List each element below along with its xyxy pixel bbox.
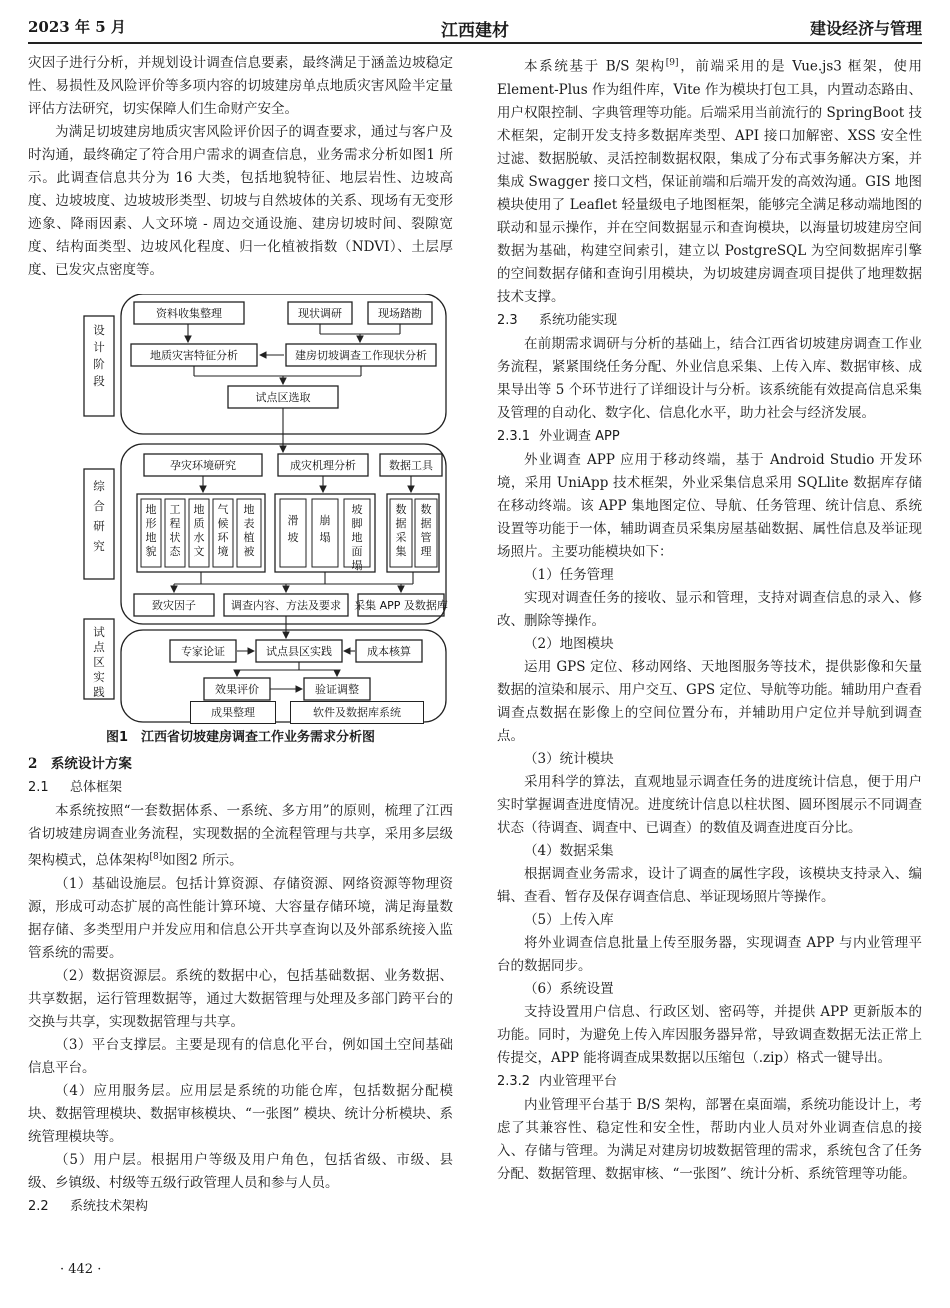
box-data-tools: 数据工具 — [389, 459, 433, 472]
header-date: 2023 年 5 月 — [28, 18, 126, 36]
left-column — [28, 52, 453, 1219]
left-p4: （1）基础设施层。包括计算资源、存储资源、网络资源等物理资源，形成可动态扩展的高性能计算环境、大容量存储环境，满足海量数据存储、多类型用户并发应用和信息公开共享查询以及外部系统接入监管系统的需要。 — [28, 875, 453, 961]
box-evaluation: 效果评价 — [215, 683, 259, 696]
module-map-title: （2）地图模块 — [524, 635, 614, 652]
section-2-1-title: 2.1 总体框架 — [28, 780, 123, 795]
box-verify-adjust: 验证调整 — [315, 683, 359, 696]
module-collect-text: 根据调查业务需求，设计了调查的属性字段，该模块支持录入、编辑、查看、暂存及保存调查信息、举证现场照片等操作。 — [497, 865, 922, 905]
box-status-survey: 现状调研 — [298, 307, 342, 320]
page-header — [28, 12, 922, 44]
box-survey-methods: 调查内容、方法及要求 — [231, 599, 341, 612]
box-app-database: 采集 APP 及数据库 — [354, 599, 448, 612]
vbox-ground-subsidence: 坡脚地面塌 — [351, 503, 363, 572]
figure-1 — [28, 294, 453, 724]
left-p8: （5）用户层。根据用户等级及用户角色，包括省级、市级、县级、乡镇级、村级等五级行政管理人员和参与人员。 — [28, 1151, 453, 1191]
box-software-db: 软件及数据库系统 — [290, 701, 424, 724]
section-2-2-title: 2.2 系统技术架构 — [28, 1198, 149, 1214]
vbox-hydrogeology: 地质水文 — [193, 503, 205, 558]
module-settings-title: （6）系统设置 — [524, 980, 614, 997]
box-site-visit: 现场踏勘 — [378, 307, 422, 320]
section-label-research: 综合研究 — [93, 479, 105, 553]
module-settings-text: 支持设置用户信息、行政区划、密码等，并提供 APP 更新版本的功能。同时，为避免上传入库因服务器异常，导致调查数据无法正常上传提交，APP 能将调查成果数据以压缩包（.zip）格式一键导出。 — [497, 1003, 922, 1066]
module-stats-title: （3）统计模块 — [524, 750, 614, 767]
vbox-data-collection: 数据采集 — [395, 503, 407, 558]
module-collect-title: （4）数据采集 — [524, 842, 614, 859]
box-hazard-analysis: 地质灾害特征分析 — [150, 349, 238, 362]
box-cost-accounting: 成本核算 — [367, 645, 411, 658]
right-p1: 本系统基于 B/S 架构[9]，前端采用的是 Vue.js3 框架，使用 Element-Plus 作为组件库，Vite 作为模块打包工具，内置动态路由、用户权限控制、字典管理等功能。后端采用当前流行的 SpringBoot 技术框架，定制开发支持多数据库类型、API 接口加解密、XSS 安全性过滤、数据脱敏、灵活控制数据权限，集成了分布式事务解决方案，并集成 Swagger 接口文档，保证前端和后端开发的高效沟通。GIS 地图模块使用了 Leaflet 轻量级电子地图框架，能够完全满足移动端地图的联动和显示操作，并在空间数据显示和查询模块，以海量切坡建房空间数据为基础，构建空间索引，建立以 PostgreSQL 为空间数据库引擎的空间数据存储和查询引用模块，为切坡建房调查项目提供了地理数据技术支撑。 — [497, 58, 922, 305]
left-p1: 灾因子进行分析，并规划设计调查信息要素，最终满足于涵盖边坡稳定性、易损性及风险评价等多项内容的切坡建房单点地质灾害风险半定量评估方法研究，切实保障人们生命财产安全。 — [28, 55, 453, 117]
section-2-title: 2 系统设计方案 — [28, 756, 132, 772]
box-county-practice: 试点县区实践 — [266, 645, 332, 658]
module-upload-text: 将外业调查信息批量上传至服务器，实现调查 APP 与内业管理平台的数据同步。 — [497, 934, 922, 974]
vbox-climate: 气候环境 — [217, 503, 229, 558]
left-p7: （4）应用服务层。应用层是系统的功能仓库，包括数据分配模块、数据管理模块、数据审核模块、“一张图” 模块、统计分析模块、系统管理模块等。 — [28, 1082, 453, 1145]
header-journal: 江西建材 — [441, 21, 509, 41]
left-p3: 本系统按照“一套数据体系、一系统、多方用”的原则，梳理了江西省切坡建房调查业务流程，实现数据的全流程管理与共享，采用多层级架构模式，总体架构[8]如图2 所示。 — [28, 803, 453, 869]
right-column — [497, 52, 922, 1186]
flow-diagram — [28, 294, 453, 724]
right-p3: 外业调查 APP 应用于移动终端，基于 Android Studio 开发环境，采用 UniApp 技术框架，外业采集信息采用 SQLlite 数据库存储在移动终端。该 APP 集地图定位、导航、任务管理、统计信息、系统设置等功能于一体，辅助调查员采集房屋基础数据、属性信息及举证现场照片。主要功能模块如下： — [497, 451, 922, 560]
section-label-design: 设计阶段 — [93, 323, 105, 388]
box-mechanism-analysis: 成灾机理分析 — [290, 459, 356, 472]
box-data-collection: 资料收集整理 — [156, 307, 222, 320]
module-upload-title: （5）上传入库 — [524, 911, 614, 928]
vbox-vegetation: 地表植被 — [243, 503, 255, 558]
vbox-engineering: 工程状态 — [169, 503, 181, 558]
left-p5: （2）数据资源层。系统的数据中心，包括基础数据、业务数据、共享数据，运行管理数据等，通过大数据管理与处理及多部门跨平台的交换与共享，实现数据管理与共享。 — [28, 967, 453, 1030]
vbox-landslide: 滑坡 — [287, 514, 299, 544]
figure-caption: 图1 江西省切坡建房调查工作业务需求分析图 — [105, 730, 376, 745]
section-2-3-1-title: 2.3.1 外业调查 APP — [497, 428, 620, 444]
box-results: 成果整理 — [190, 701, 276, 724]
module-task-text: 实现对调查任务的接收、显示和管理，支持对调查信息的录入、修改、删除等操作。 — [497, 589, 922, 629]
section-2-3-2-title: 2.3.2 内业管理平台 — [497, 1073, 618, 1089]
page-number: · 442 · — [60, 1262, 102, 1277]
vbox-landform: 地形地貌 — [145, 503, 157, 558]
vbox-data-management: 数据管理 — [420, 503, 432, 558]
section-2-3-title: 2.3 系统功能实现 — [497, 312, 618, 328]
section-label-pilot: 试点区实践 — [93, 625, 105, 699]
box-expert-review: 专家论证 — [181, 645, 225, 658]
box-factors: 致灾因子 — [152, 599, 196, 612]
module-task-title: （1）任务管理 — [524, 566, 614, 583]
box-pilot-selection: 试点区选取 — [255, 391, 311, 404]
right-p2: 在前期需求调研与分析的基础上，结合江西省切坡建房调查工作业务流程，紧紧围绕任务分配、外业信息采集、上传入库、数据审核、成果导出等 5 个环节进行了详细设计与分析。该系统能有效提高信息采集及管理的自动化、数字化、信息化水平，助力社会与经济发展。 — [497, 335, 922, 421]
vbox-collapse: 崩塌 — [319, 514, 331, 544]
left-p6: （3）平台支撑层。主要是现有的信息化平台，例如国土空间基础信息平台。 — [28, 1036, 453, 1076]
module-map-text: 运用 GPS 定位、移动网络、天地图服务等技术，提供影像和矢量数据的渲染和展示、用户交互、GPS 定位、导航等功能。辅助用户查看调查点数据在影像上的空间位置分布，并辅助用户定位并导航到调查点。 — [497, 658, 922, 744]
box-environment-study: 孕灾环境研究 — [170, 459, 236, 472]
right-p4: 内业管理平台基于 B/S 架构，部署在桌面端，系统功能设计上，考虑了其兼容性、稳定性和安全性，帮助内业人员对外业调查信息的接入、存储与管理。为满足对建房切坡数据管理的需求，系统包含了任务分配、数据管理、数据审核、“一张图”、统计分析、系统管理等功能。 — [497, 1096, 922, 1182]
header-section: 建设经济与管理 — [809, 19, 922, 38]
box-current-analysis: 建房切坡调查工作现状分析 — [295, 349, 427, 362]
left-p2: 为满足切坡建房地质灾害风险评价因子的调查要求，通过与客户及时沟通，最终确定了符合用户需求的调查信息，业务需求分析如图1 所示。此调查信息共分为 16 大类，包括地貌特征、地层岩性、边坡高度、边坡坡度、边坡坡形类型、切坡与自然坡体的关系、现场有无变形迹象、降雨因素、人文环境 - 周边交通设施、建房切坡时间、裂隙宽度、结构面类型、边坡风化程度、归一化植被指数（NDVI）、土层厚度、已发灾点密度等。 — [28, 124, 453, 278]
module-stats-text: 采用科学的算法，直观地显示调查任务的进度统计信息，便于用户实时掌握调查进度情况。进度统计信息以柱状图、圆环图展示不同调查状态（待调查、调查中、已调查）的数值及调查进度百分比。 — [497, 773, 922, 836]
